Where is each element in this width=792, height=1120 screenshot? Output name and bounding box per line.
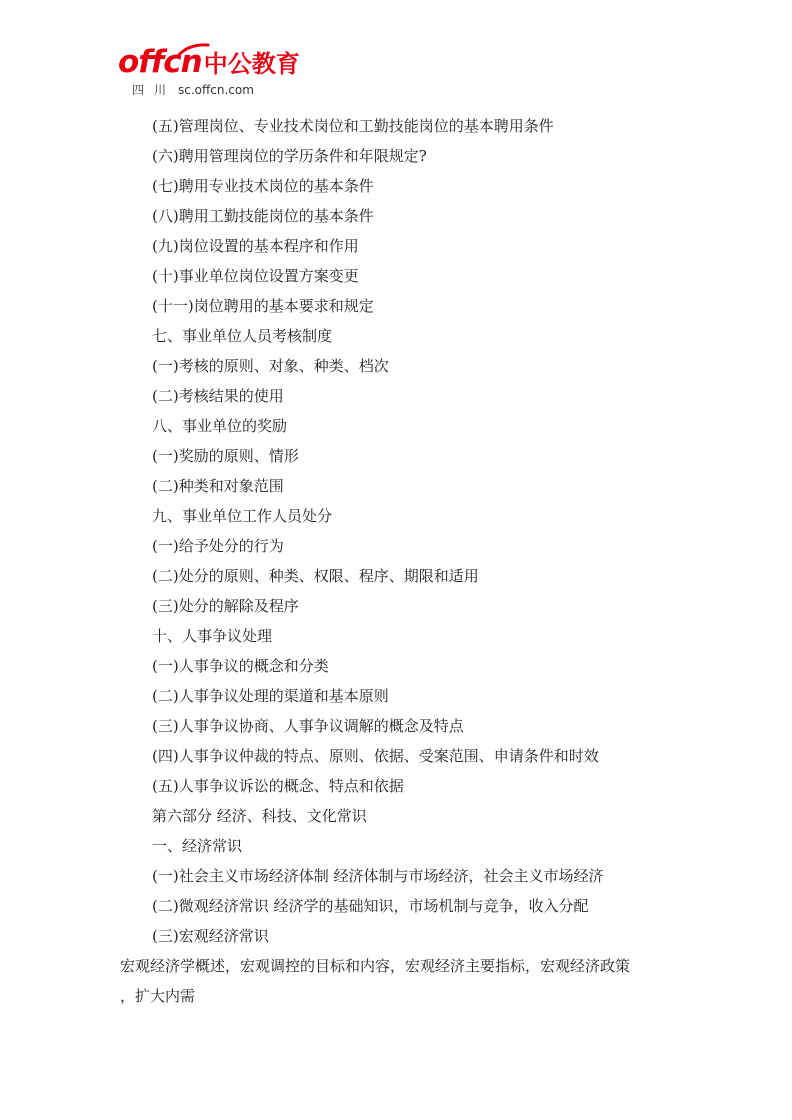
text-line: (一)社会主义市场经济体制 经济体制与市场经济，社会主义市场经济 — [152, 867, 604, 885]
text-line: (四)人事争议仲裁的特点、原则、依据、受案范围、申请条件和时效 — [152, 747, 599, 765]
text-line: (五)管理岗位、专业技术岗位和工勤技能岗位的基本聘用条件 — [152, 117, 554, 135]
text-line: (一)给予处分的行为 — [152, 537, 284, 555]
text-line: (六)聘用管理岗位的学历条件和年限规定? — [152, 147, 427, 165]
text-line: (十一)岗位聘用的基本要求和规定 — [152, 297, 374, 315]
text-line: (二)考核结果的使用 — [152, 387, 284, 405]
text-line: (五)人事争议诉讼的概念、特点和依据 — [152, 777, 404, 795]
logo-swoosh-icon — [176, 42, 210, 58]
logo-brand-cn: 中公教育 — [203, 50, 300, 78]
text-line: (三)宏观经济常识 — [152, 927, 269, 945]
text-line: (二)种类和对象范围 — [152, 477, 284, 495]
section-heading: 一、经济常识 — [152, 837, 243, 855]
logo-subtitle — [132, 81, 254, 98]
text-line: (一)奖励的原则、情形 — [152, 447, 299, 465]
logo-url: sc.offcn.com — [178, 83, 254, 97]
text-line: (三)处分的解除及程序 — [152, 597, 299, 615]
part-heading: 第六部分 经济、科技、文化常识 — [152, 807, 367, 825]
section-heading: 七、事业单位人员考核制度 — [152, 327, 333, 345]
text-line: (八)聘用工勤技能岗位的基本条件 — [152, 207, 374, 225]
offcn-logo — [118, 44, 298, 98]
text-line: (九)岗位设置的基本程序和作用 — [152, 237, 359, 255]
text-line: (十)事业单位岗位设置方案变更 — [152, 267, 359, 285]
text-line: (三)人事争议协商、人事争议调解的概念及特点 — [152, 717, 464, 735]
text-line: (二)人事争议处理的渠道和基本原则 — [152, 687, 389, 705]
section-heading: 九、事业单位工作人员处分 — [152, 507, 333, 525]
paragraph-line: ，扩大内需 — [120, 987, 196, 1005]
text-line: (七)聘用专业技术岗位的基本条件 — [152, 177, 374, 195]
text-line: (二)处分的原则、种类、权限、程序、期限和适用 — [152, 567, 479, 585]
section-heading: 八、事业单位的奖励 — [152, 417, 288, 435]
paragraph-line: 宏观经济学概述，宏观调控的目标和内容，宏观经济主要指标，宏观经济政策 — [120, 957, 631, 975]
section-heading: 十、人事争议处理 — [152, 627, 273, 645]
text-line: (一)考核的原则、对象、种类、档次 — [152, 357, 389, 375]
text-line: (一)人事争议的概念和分类 — [152, 657, 329, 675]
text-line: (二)微观经济常识 经济学的基础知识，市场机制与竞争，收入分配 — [152, 897, 589, 915]
logo-brand-en: offcn — [118, 44, 202, 80]
logo-province: 四川 — [132, 83, 177, 97]
